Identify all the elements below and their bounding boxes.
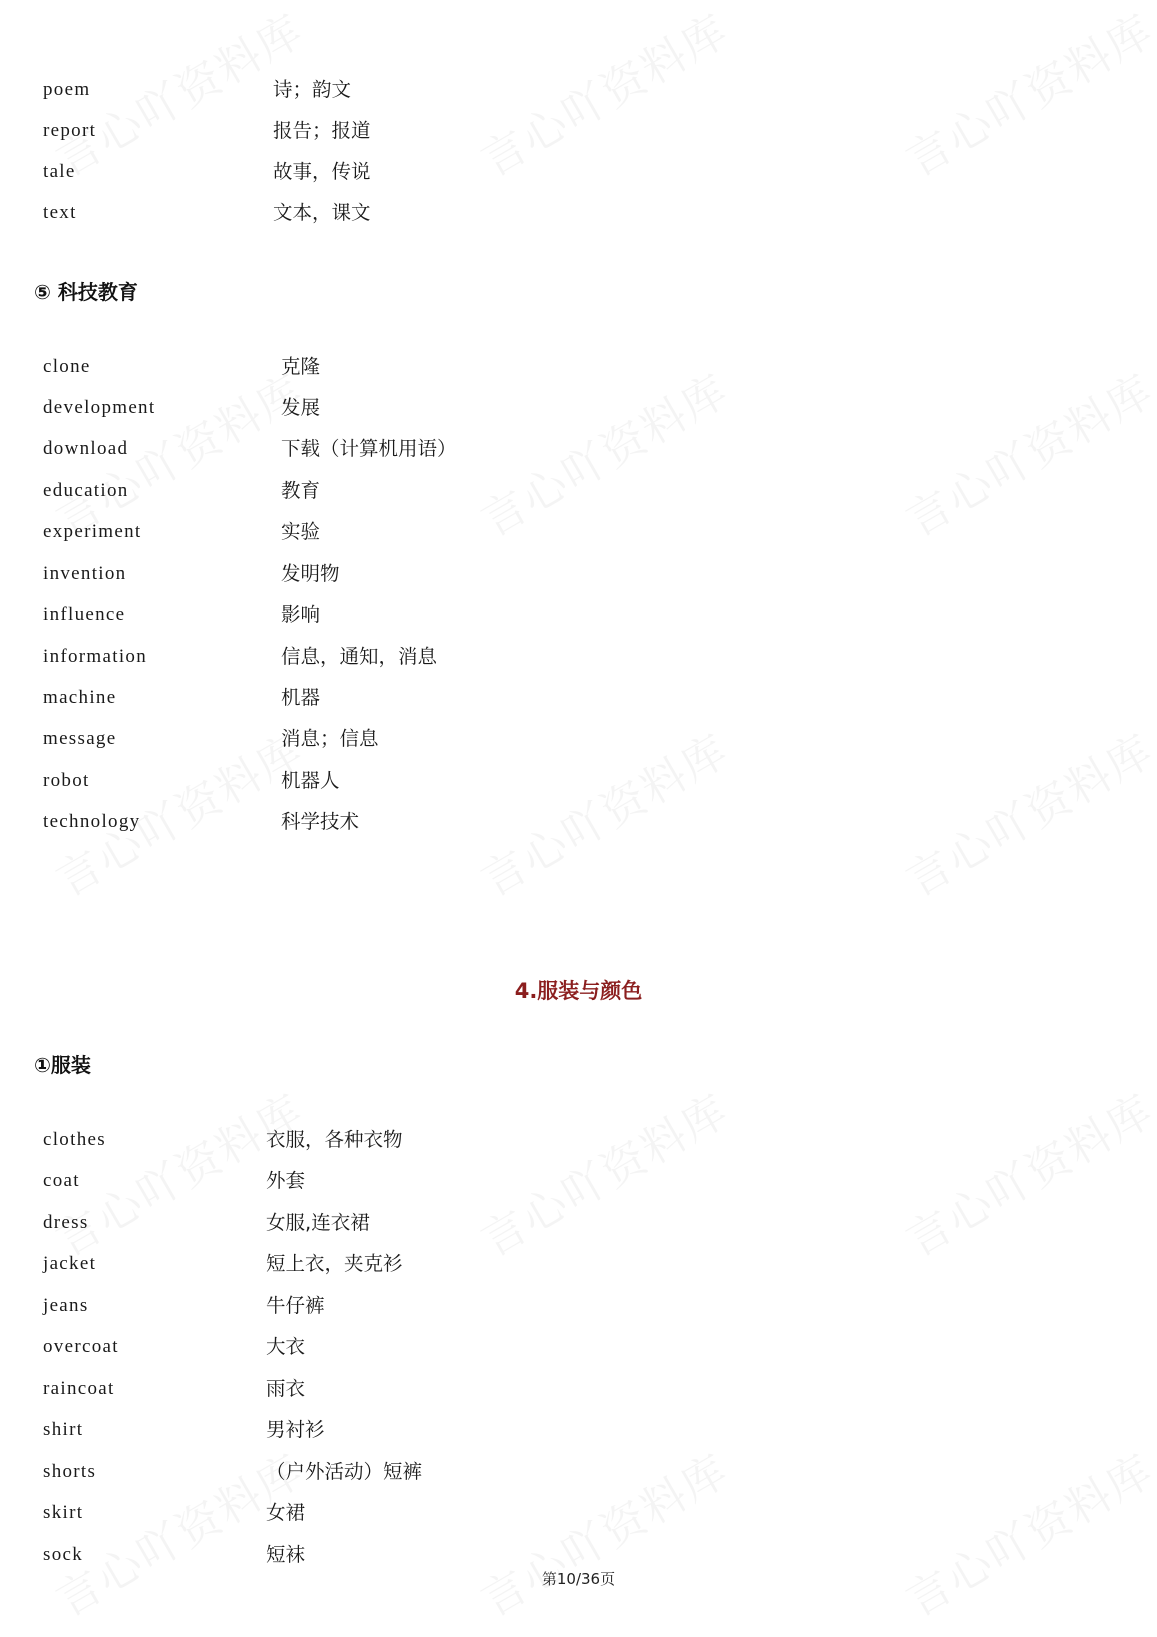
vocab-chinese: 机器人 bbox=[281, 769, 340, 792]
vocab-english: influence bbox=[43, 604, 126, 625]
vocab-chinese: 机器 bbox=[281, 686, 321, 709]
watermark-text bbox=[467, 715, 738, 908]
watermark-text bbox=[467, 0, 738, 189]
vocab-english: clone bbox=[43, 356, 91, 377]
vocab-chinese: 大衣 bbox=[266, 1335, 306, 1358]
vocab-chinese: 女服,连衣裙 bbox=[266, 1211, 370, 1234]
vocab-english: overcoat bbox=[43, 1336, 119, 1357]
vocab-english: invention bbox=[43, 563, 127, 584]
vocab-english: message bbox=[43, 728, 117, 749]
vocab-chinese: 报告；报道 bbox=[273, 119, 371, 142]
vocab-english: technology bbox=[43, 811, 141, 832]
vocab-english: report bbox=[43, 120, 97, 141]
vocab-chinese: 下载（计算机用语） bbox=[281, 437, 457, 460]
vocab-chinese: （户外活动）短裤 bbox=[266, 1460, 423, 1483]
vocab-chinese: 女裙 bbox=[266, 1501, 306, 1524]
vocab-english: machine bbox=[43, 687, 117, 708]
watermark-text bbox=[892, 355, 1157, 548]
vocab-english: shirt bbox=[43, 1419, 84, 1440]
watermark-text bbox=[467, 1075, 738, 1268]
watermark-text bbox=[892, 1075, 1157, 1268]
vocab-english: development bbox=[43, 397, 156, 418]
vocab-chinese: 消息；信息 bbox=[281, 727, 379, 750]
vocab-english: clothes bbox=[43, 1129, 106, 1150]
vocab-chinese: 故事，传说 bbox=[273, 160, 371, 183]
vocab-chinese: 发明物 bbox=[281, 562, 340, 585]
vocab-chinese: 文本，课文 bbox=[273, 201, 371, 224]
vocab-chinese: 诗；韵文 bbox=[273, 78, 352, 101]
vocab-english: text bbox=[43, 202, 77, 223]
vocab-chinese: 实验 bbox=[281, 520, 321, 543]
vocab-chinese: 外套 bbox=[266, 1169, 306, 1192]
vocab-english: coat bbox=[43, 1170, 80, 1191]
vocab-chinese: 短袜 bbox=[266, 1543, 306, 1566]
vocab-chinese: 雨衣 bbox=[266, 1377, 306, 1400]
vocab-english: sock bbox=[43, 1544, 84, 1565]
vocab-chinese: 短上衣，夹克衫 bbox=[266, 1252, 403, 1275]
vocab-english: raincoat bbox=[43, 1378, 115, 1399]
section-heading-tech-education: ⑤ 科技教育 bbox=[34, 280, 138, 304]
vocab-english: dress bbox=[43, 1212, 89, 1233]
vocab-english: shorts bbox=[43, 1461, 97, 1482]
watermark-text bbox=[892, 0, 1157, 189]
vocab-chinese: 信息，通知，消息 bbox=[281, 645, 438, 668]
vocab-chinese: 影响 bbox=[281, 603, 321, 626]
vocab-chinese: 教育 bbox=[281, 479, 321, 502]
vocab-english: jacket bbox=[43, 1253, 97, 1274]
vocab-english: poem bbox=[43, 79, 91, 100]
vocab-english: tale bbox=[43, 161, 76, 182]
page-number: 第10/36页 bbox=[541, 1570, 616, 1588]
vocab-chinese: 克隆 bbox=[281, 355, 321, 378]
watermark-text bbox=[467, 355, 738, 548]
vocab-english: experiment bbox=[43, 521, 142, 542]
vocab-english: download bbox=[43, 438, 129, 459]
vocab-english: skirt bbox=[43, 1502, 84, 1523]
vocab-english: jeans bbox=[43, 1295, 89, 1316]
vocab-chinese: 衣服，各种衣物 bbox=[266, 1128, 403, 1151]
vocab-english: education bbox=[43, 480, 129, 501]
vocab-english: information bbox=[43, 646, 148, 667]
vocab-chinese: 牛仔裤 bbox=[266, 1294, 325, 1317]
watermark-text bbox=[892, 715, 1157, 908]
vocab-english: robot bbox=[43, 770, 90, 791]
vocab-chinese: 科学技术 bbox=[281, 810, 360, 833]
vocab-chinese: 男衬衫 bbox=[266, 1418, 325, 1441]
vocab-chinese: 发展 bbox=[281, 396, 321, 419]
watermark-text bbox=[892, 1435, 1157, 1628]
section-heading-clothing: ①服装 bbox=[34, 1053, 91, 1077]
chapter-title: 4.服装与颜色 bbox=[514, 979, 643, 1003]
watermark-text bbox=[467, 1435, 738, 1628]
